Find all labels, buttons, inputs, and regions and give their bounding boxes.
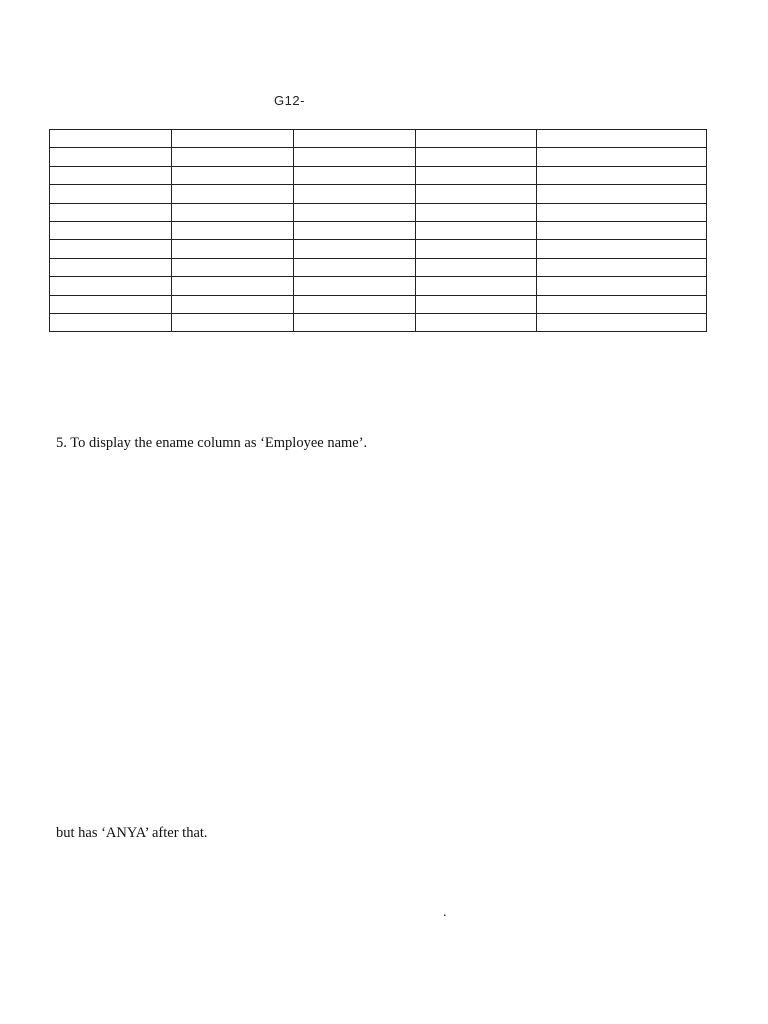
table-cell bbox=[294, 240, 416, 258]
table-cell bbox=[415, 130, 537, 148]
table-row bbox=[50, 148, 707, 166]
text-fragment: but has ‘ANYA’ after that. bbox=[56, 825, 208, 841]
table-cell bbox=[50, 185, 172, 203]
table-cell bbox=[294, 295, 416, 313]
page-heading: G12- bbox=[274, 93, 305, 108]
table-cell bbox=[294, 203, 416, 221]
table-cell bbox=[537, 221, 707, 239]
table-row bbox=[50, 203, 707, 221]
question-text: 5. To display the ename column as ‘Employee name’. bbox=[56, 435, 368, 451]
trailing-mark: . bbox=[443, 905, 447, 920]
table-row bbox=[50, 258, 707, 276]
table-cell bbox=[294, 221, 416, 239]
table-row bbox=[50, 130, 707, 148]
table-cell bbox=[171, 130, 294, 148]
table-cell bbox=[50, 313, 172, 331]
table-cell bbox=[415, 166, 537, 184]
table-cell bbox=[415, 240, 537, 258]
table-cell bbox=[50, 130, 172, 148]
table-cell bbox=[50, 295, 172, 313]
table-cell bbox=[415, 277, 537, 295]
table-cell bbox=[50, 277, 172, 295]
table-cell bbox=[537, 240, 707, 258]
table-cell bbox=[294, 258, 416, 276]
table-cell bbox=[415, 295, 537, 313]
table-cell bbox=[415, 221, 537, 239]
table-row bbox=[50, 185, 707, 203]
table-cell bbox=[537, 166, 707, 184]
table-cell bbox=[415, 203, 537, 221]
table-cell bbox=[171, 166, 294, 184]
table-cell bbox=[415, 313, 537, 331]
table-cell bbox=[50, 203, 172, 221]
table-cell bbox=[537, 130, 707, 148]
table-cell bbox=[415, 185, 537, 203]
table-cell bbox=[537, 203, 707, 221]
table-cell bbox=[294, 166, 416, 184]
empty-table bbox=[49, 129, 707, 332]
table-row bbox=[50, 277, 707, 295]
table-row bbox=[50, 295, 707, 313]
table-cell bbox=[294, 277, 416, 295]
table-row bbox=[50, 240, 707, 258]
table-cell bbox=[415, 258, 537, 276]
table-cell bbox=[294, 313, 416, 331]
table-cell bbox=[171, 148, 294, 166]
table-row bbox=[50, 166, 707, 184]
table-cell bbox=[171, 185, 294, 203]
table-row bbox=[50, 221, 707, 239]
table-cell bbox=[50, 166, 172, 184]
table-cell bbox=[171, 203, 294, 221]
table-cell bbox=[171, 221, 294, 239]
table-cell bbox=[50, 221, 172, 239]
table-cell bbox=[537, 258, 707, 276]
table-cell bbox=[50, 258, 172, 276]
table-cell bbox=[537, 148, 707, 166]
table-cell bbox=[171, 295, 294, 313]
table-cell bbox=[537, 185, 707, 203]
table-cell bbox=[537, 295, 707, 313]
table-cell bbox=[294, 130, 416, 148]
table-cell bbox=[415, 148, 537, 166]
table-cell bbox=[50, 148, 172, 166]
table-row bbox=[50, 313, 707, 331]
table-body bbox=[50, 130, 707, 332]
table-cell bbox=[294, 185, 416, 203]
table-cell bbox=[294, 148, 416, 166]
table-cell bbox=[171, 258, 294, 276]
table-cell bbox=[537, 277, 707, 295]
table-cell bbox=[171, 240, 294, 258]
table-cell bbox=[50, 240, 172, 258]
table-cell bbox=[171, 277, 294, 295]
table-cell bbox=[171, 313, 294, 331]
table-cell bbox=[537, 313, 707, 331]
